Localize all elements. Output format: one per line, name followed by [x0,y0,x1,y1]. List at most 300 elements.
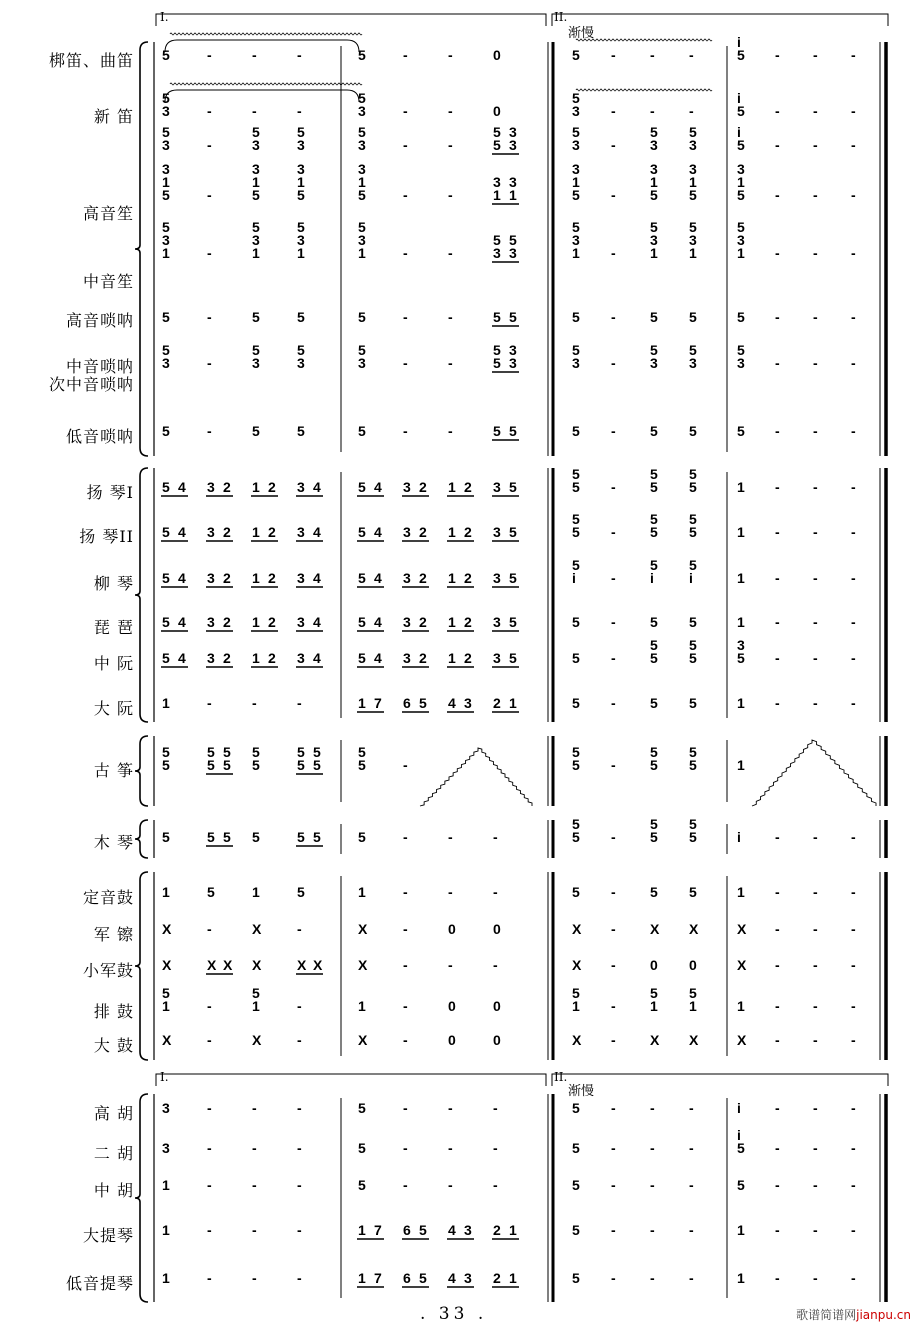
note: 5 [737,219,745,235]
note: 3 [358,232,366,248]
note: 5 [689,124,697,140]
dash: - [448,103,453,119]
dash: - [851,570,856,586]
note: 5 [207,829,215,845]
note: 5 [689,637,697,653]
inst-gaoyin-suona: 高音唢呐 [65,311,134,330]
dash: - [813,1177,818,1193]
note: i [737,1127,741,1143]
note: 1 [493,187,501,203]
note: 5 [572,511,580,527]
note: 1 [509,695,517,711]
note: 1 [252,245,260,261]
dash: - [207,921,212,937]
dash: - [611,524,616,540]
note: 1 [358,245,366,261]
note: 0 [448,1032,456,1048]
note: 1 [252,524,260,540]
dash: - [448,423,453,439]
dash: - [252,1270,257,1286]
note: 1 [448,614,456,630]
dash: - [851,47,856,63]
dash: - [252,1222,257,1238]
note: 5 [252,187,260,203]
dash: - [851,1032,856,1048]
dash: - [851,884,856,900]
dash: - [252,1140,257,1156]
note: 5 [313,829,321,845]
dash: - [813,103,818,119]
note: 4 [374,570,382,586]
note: 3 [252,161,260,177]
note: 5 [689,342,697,358]
dash: - [775,884,780,900]
dash: - [448,1140,453,1156]
dash: - [851,829,856,845]
note: 2 [268,614,276,630]
trill-line [170,33,362,35]
note: 2 [493,1222,501,1238]
note: 5 [689,614,697,630]
note: 5 [493,342,501,358]
dash: - [851,614,856,630]
note: 5 [689,309,697,325]
note: 3 [297,650,305,666]
note: 5 [207,757,215,773]
note: 3 [493,245,501,261]
note: 1 [737,1222,745,1238]
note: 5 [572,47,580,63]
note: 2 [464,479,472,495]
note: 5 [509,232,517,248]
dash: - [775,103,780,119]
dash: - [403,103,408,119]
note: 2 [464,614,472,630]
inst-gaohu: 高 胡 [93,1104,134,1123]
note: 0 [689,957,697,973]
dash: - [689,1100,694,1116]
dash: - [851,355,856,371]
dash: - [775,309,780,325]
dash: - [650,1222,655,1238]
note: 1 [162,695,170,711]
volta-bracket-second [552,1074,888,1086]
dash: - [403,245,408,261]
dash: - [851,103,856,119]
dash: - [207,47,212,63]
note: 5 [252,985,260,1001]
note: 1 [737,479,745,495]
note: 2 [419,570,427,586]
note: 1 [650,174,658,190]
note: 1 [162,1270,170,1286]
note: 5 [162,570,170,586]
inst-xindi: 新 笛 [93,107,134,126]
dash: - [297,1100,302,1116]
note: 3 [358,137,366,153]
volta-bracket-first [156,14,546,26]
dash: - [448,829,453,845]
note: 5 [650,423,658,439]
note: 4 [313,570,321,586]
note: 5 [650,466,658,482]
note: 3 [689,137,697,153]
dash: - [403,309,408,325]
note: 1 [572,174,580,190]
note: 5 [650,124,658,140]
inst-erhu: 二 胡 [93,1144,134,1163]
tempo-marking-top: 渐慢 [568,26,595,41]
dash: - [851,695,856,711]
dash: - [297,1032,302,1048]
dash: - [448,47,453,63]
dash: - [775,355,780,371]
dash: - [813,1270,818,1286]
note: 5 [493,232,501,248]
note: 1 [252,174,260,190]
note: 3 [572,103,580,119]
note: 3 [509,174,517,190]
tie [165,90,359,102]
note: 2 [464,524,472,540]
note: 6 [403,695,411,711]
note: 1 [358,174,366,190]
note: 5 [689,829,697,845]
note: 3 [493,524,501,540]
note: 3 [297,614,305,630]
note: 3 [650,355,658,371]
dash: - [403,1177,408,1193]
note: 1 [358,695,366,711]
note: X [252,957,262,973]
note: 1 [162,1177,170,1193]
note: 4 [313,524,321,540]
note: 1 [162,884,170,900]
dash: - [611,957,616,973]
note: 1 [162,998,170,1014]
dash: - [813,47,818,63]
system-brace [135,820,148,858]
note: 2 [464,650,472,666]
note: 3 [162,137,170,153]
note: 5 [572,524,580,540]
dash: - [297,695,302,711]
note: X [252,921,262,937]
note: 5 [650,695,658,711]
note: 5 [509,524,517,540]
dash: - [775,829,780,845]
dash: - [611,1177,616,1193]
note: 5 [313,757,321,773]
note: X [572,921,582,937]
note: 0 [448,921,456,937]
dash: - [689,1270,694,1286]
note: 5 [689,479,697,495]
note: 5 [297,124,305,140]
note: 3 [297,161,305,177]
note: 1 [737,757,745,773]
note: 3 [650,232,658,248]
volta-second-top: II. [554,10,568,24]
note: 3 [403,570,411,586]
note: 5 [358,90,366,106]
note: 3 [403,650,411,666]
note: 3 [207,524,215,540]
dash: - [207,998,212,1014]
dash: - [252,1177,257,1193]
dash: - [650,47,655,63]
watermark [796,1306,911,1323]
note: 5 [572,614,580,630]
dash: - [611,47,616,63]
note: 5 [297,829,305,845]
note: 3 [464,1222,472,1238]
dash: - [650,103,655,119]
note: 1 [509,187,517,203]
note: 3 [737,232,745,248]
note: 5 [689,650,697,666]
note: 1 [358,1222,366,1238]
note: 5 [358,1177,366,1193]
dash: - [775,1270,780,1286]
dash: - [611,1032,616,1048]
dash: - [448,884,453,900]
note: 5 [419,1270,427,1286]
dash: - [403,757,408,773]
inst-paigu: 排 鼓 [93,1002,134,1021]
note: 1 [252,884,260,900]
glissando-line [752,740,876,806]
volta-first-bottom: I. [160,1070,169,1084]
dash: - [611,103,616,119]
dash: - [207,245,212,261]
inst-gaoyin-sheng: 高音笙 [82,204,134,223]
inst-zhongruan: 中 阮 [93,654,134,673]
note: 3 [572,232,580,248]
dash: - [207,103,212,119]
note: 1 [162,1222,170,1238]
note: 5 [572,1177,580,1193]
dash: - [689,1140,694,1156]
note: 5 [650,219,658,235]
note: 5 [493,423,501,439]
dash: - [689,1177,694,1193]
dash: - [252,695,257,711]
dash: - [775,524,780,540]
dash: - [611,921,616,937]
dash: - [403,47,408,63]
note: 5 [162,309,170,325]
note: 5 [223,757,231,773]
note: 5 [162,342,170,358]
inst-zhongyin-sheng: 中音笙 [82,272,134,291]
note: 1 [297,174,305,190]
dash: - [851,921,856,937]
note: 5 [162,524,170,540]
note: 5 [223,744,231,760]
note: 1 [737,570,745,586]
dash: - [611,245,616,261]
inst-dingyingu: 定音鼓 [82,888,134,907]
note: 3 [509,342,517,358]
note: 1 [737,614,745,630]
dash: - [611,998,616,1014]
dash: - [448,355,453,371]
dash: - [403,998,408,1014]
dash: - [775,137,780,153]
note: 2 [223,479,231,495]
dash: - [493,957,498,973]
note: X [223,957,233,973]
note: 3 [207,650,215,666]
inst-bangdi: 梆笛、曲笛 [48,51,134,70]
dash: - [851,998,856,1014]
note: 3 [572,161,580,177]
dash: - [403,829,408,845]
inst-liuqin: 柳 琴 [93,574,134,593]
note: 3 [689,355,697,371]
dash: - [207,1140,212,1156]
note: 5 [572,466,580,482]
dash: - [813,479,818,495]
note: 5 [358,744,366,760]
note: 5 [252,744,260,760]
dash: - [775,1032,780,1048]
dash: - [813,614,818,630]
note: 5 [252,309,260,325]
inst-zhonghu: 中 胡 [93,1181,134,1200]
note: 1 [358,884,366,900]
note: 5 [509,479,517,495]
note: 5 [358,614,366,630]
system-brace [135,736,148,806]
dash: - [851,1177,856,1193]
note: 5 [297,884,305,900]
note: 5 [689,423,697,439]
dash: - [252,47,257,63]
note: 6 [403,1222,411,1238]
note: 0 [650,957,658,973]
note: 5 [572,1100,580,1116]
note: 5 [737,103,745,119]
note: 5 [650,342,658,358]
volta-bracket-first [156,1074,546,1086]
note: X [162,921,172,937]
note: X [650,1032,660,1048]
note: 3 [572,355,580,371]
system-brace [135,468,148,722]
note: 3 [358,355,366,371]
note: 1 [162,174,170,190]
dash: - [813,423,818,439]
note: 0 [493,103,501,119]
dash: - [813,570,818,586]
note: 2 [223,650,231,666]
note: 3 [403,479,411,495]
note: 3 [493,614,501,630]
note: 1 [650,245,658,261]
note: 1 [297,245,305,261]
dash: - [813,245,818,261]
note: 5 [358,47,366,63]
note: 5 [572,884,580,900]
note: 4 [374,524,382,540]
note: 5 [737,47,745,63]
note: 5 [689,187,697,203]
dash: - [689,47,694,63]
note: 3 [464,695,472,711]
note: 2 [493,1270,501,1286]
note: 5 [252,124,260,140]
note: 3 [650,161,658,177]
dash: - [403,355,408,371]
note: 3 [297,479,305,495]
inst-pipa: 琵 琶 [93,618,134,637]
note: 2 [464,570,472,586]
dash: - [775,570,780,586]
note: 5 [419,695,427,711]
dash: - [207,187,212,203]
note: 3 [509,137,517,153]
note: 5 [162,650,170,666]
note: 5 [650,187,658,203]
dash: - [611,1222,616,1238]
note: 5 [162,47,170,63]
note: 5 [162,614,170,630]
watermark-site: 歌谱简谱网 [796,1308,857,1322]
inst-yangqin-1: 扬 琴I [86,483,134,502]
note: 5 [572,219,580,235]
note: 5 [572,423,580,439]
note: 3 [650,137,658,153]
note: 5 [509,309,517,325]
dash: - [448,245,453,261]
note: 5 [572,1222,580,1238]
note: 1 [689,998,697,1014]
dash: - [611,1100,616,1116]
note: 3 [162,103,170,119]
note: X [162,1032,172,1048]
dash: - [813,1100,818,1116]
note: 5 [572,90,580,106]
note: 5 [737,137,745,153]
note: 5 [358,219,366,235]
note: 3 [403,614,411,630]
note: 1 [689,245,697,261]
note: 5 [358,524,366,540]
note: X [737,957,747,973]
dash: - [403,187,408,203]
note: 4 [178,614,186,630]
note: 1 [737,695,745,711]
note: 5 [162,124,170,140]
note: 5 [358,829,366,845]
dash: - [689,103,694,119]
note: 1 [737,998,745,1014]
dash: - [403,1032,408,1048]
note: 5 [737,423,745,439]
note: i [737,1100,741,1116]
note: 5 [572,309,580,325]
note: 4 [313,650,321,666]
note: 1 [572,998,580,1014]
note: 5 [572,479,580,495]
note: 4 [374,614,382,630]
dash: - [851,524,856,540]
note: 3 [207,479,215,495]
note: 5 [572,124,580,140]
dash: - [851,479,856,495]
